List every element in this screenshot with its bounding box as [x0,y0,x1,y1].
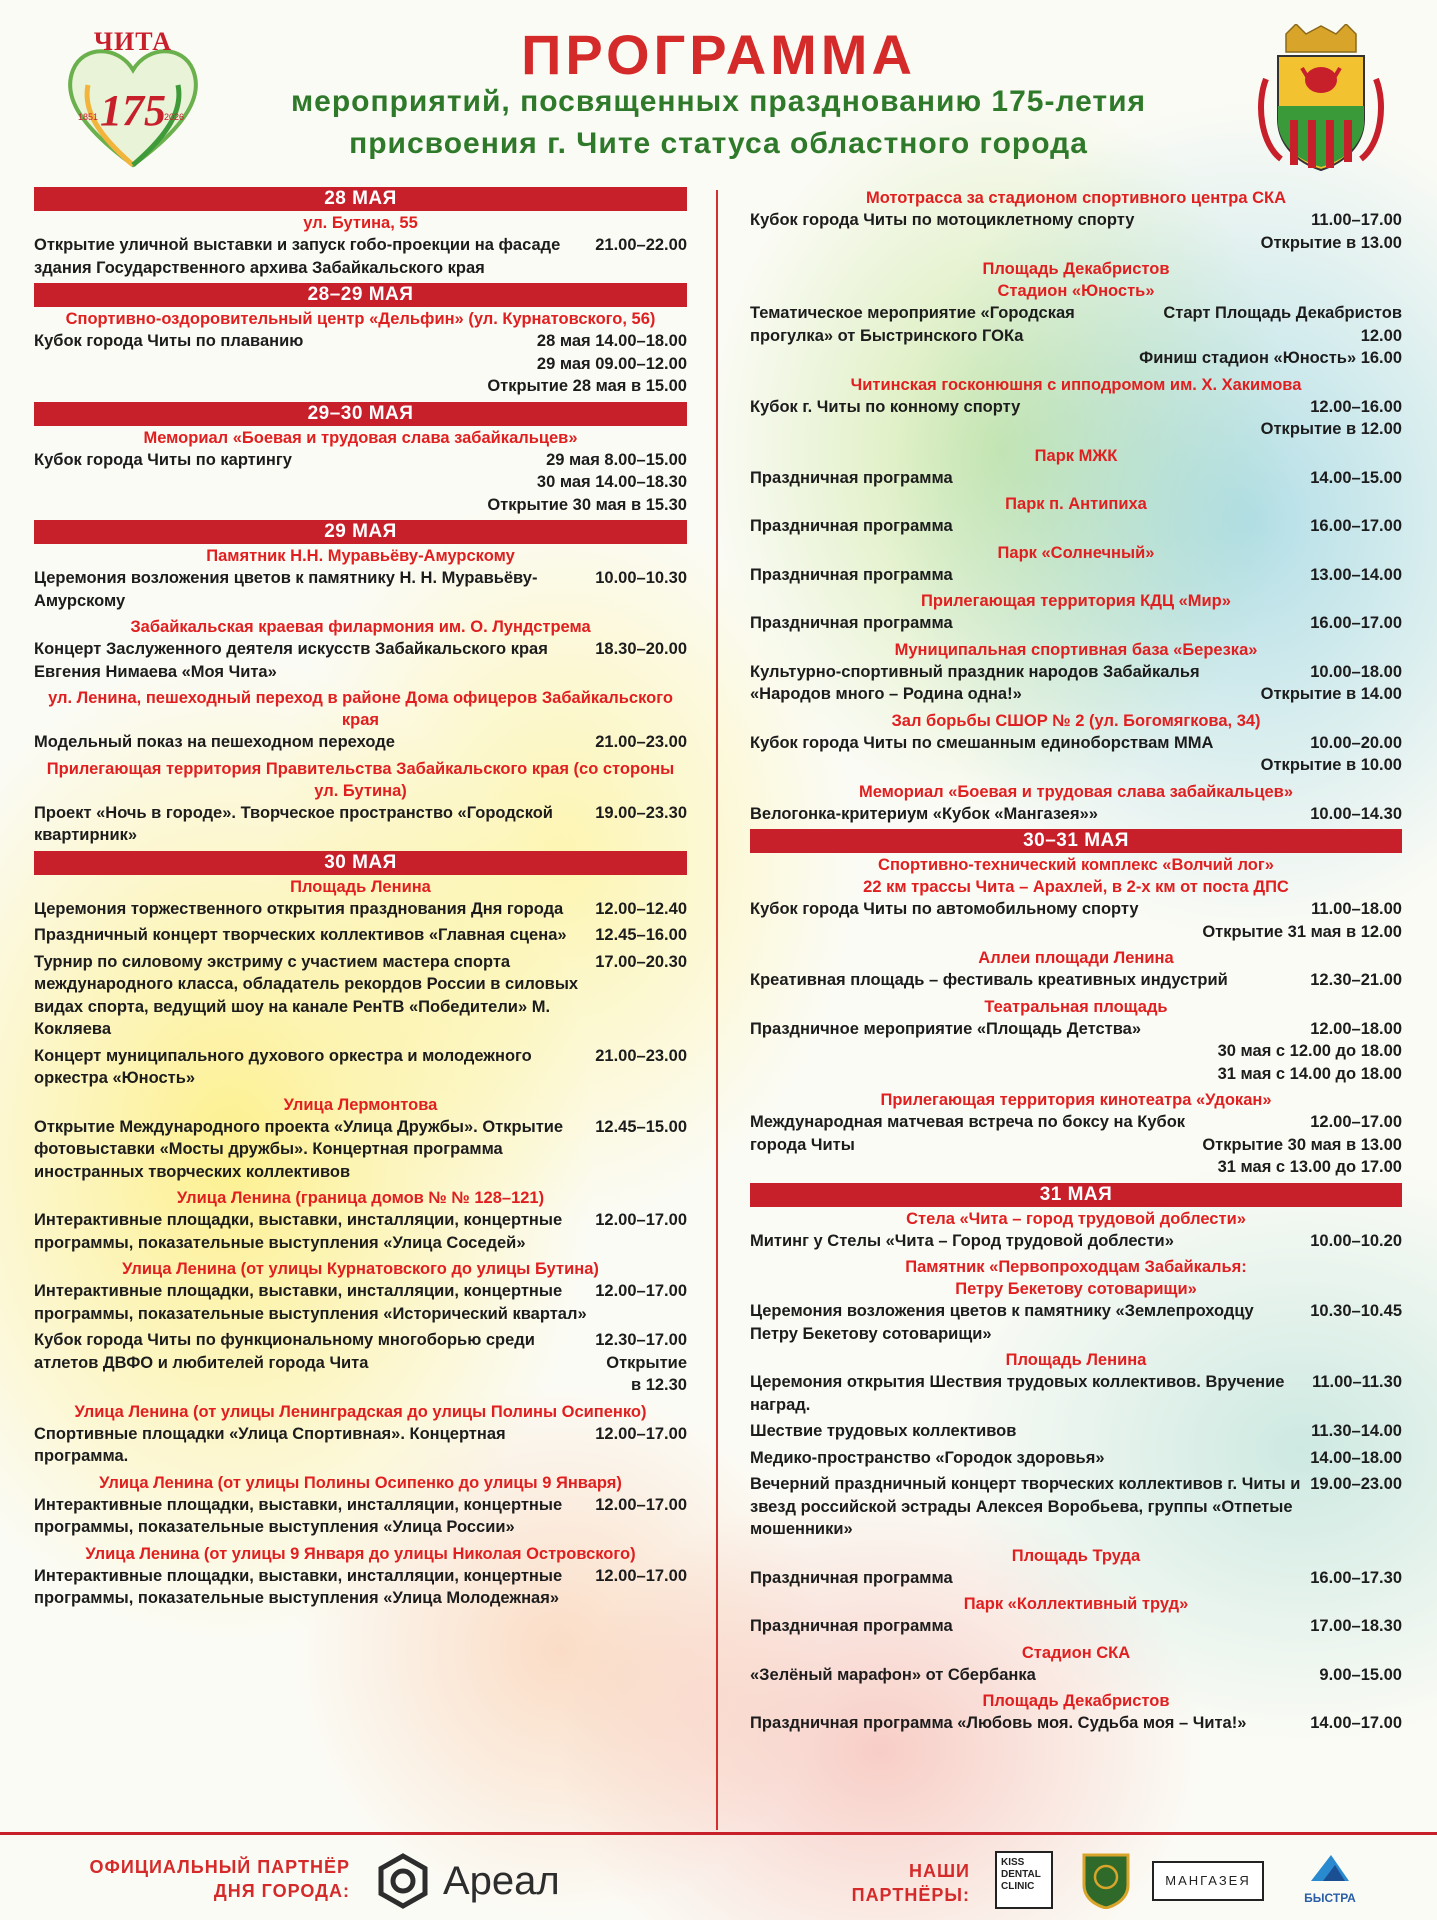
event-time: 13.00–14.00 [1310,565,1402,584]
schedule-left-column [34,187,687,1614]
venue-title: Муниципальная спортивная база «Березка» [894,640,1258,659]
event-time: 12.00–16.00 Открытие в 12.00 [1260,397,1402,438]
event-name: Кубок города Читы по картингу [34,450,292,469]
event-spacer [750,1735,1402,1739]
schedule-event [750,1567,1402,1590]
schedule-event [750,1371,1402,1416]
event-time: 12.00–17.00 [595,1566,687,1585]
schedule-event [750,898,1402,943]
schedule-event [34,1494,687,1539]
event-name: Открытие Международного проекта «Улица Дружбы». Открытие фотовыставки «Мосты дружбы». Концертная программа иностранных творческих коллективов [34,1117,564,1181]
event-time: 10.00–10.20 [1310,1231,1402,1250]
event-name: Митинг у Стелы «Чита – Город трудовой доблести» [750,1231,1174,1250]
schedule-event [750,1664,1402,1687]
event-name: Праздничное мероприятие «Площадь Детства» [750,1019,1142,1038]
schedule-event [34,234,687,279]
event-time: 10.00–10.30 [595,569,687,587]
venue-title: Прилегающая территория КДЦ «Мир» [921,592,1231,610]
event-name: Праздничная программа [750,1617,953,1635]
schedule-event [750,612,1402,635]
venue-title: Парк «Коллективный труд» [963,1595,1189,1613]
event-time: 21.00–23.00 [595,733,687,751]
event-time: 12.00–17.00 [595,1495,687,1514]
day-header: 31 МАЯ [750,1183,1402,1207]
schedule-event [34,1329,687,1397]
event-name: Турнир по силовому экстриму с участием мастера спорта международного класса, обладатель рекордов России в силовых видах спорта, ведущий шоу на канале РенТВ «Победители» М. Кокляева [34,952,579,1038]
venue-title: Стадион СКА [1021,1643,1131,1662]
schedule-event [34,1116,687,1184]
schedule-event [750,467,1402,490]
venue-title: Забайкальская краевая филармония им. О. Лундстрема [130,618,591,636]
venue-title: ул. Ленина, пешеходный переход в районе Дома офицеров Забайкальского края [48,689,673,729]
logo-city-text: ЧИТА [93,27,173,56]
event-name: Медико-пространство «Городок здоровья» [750,1448,1105,1467]
venue-title: Мемориал «Боевая и трудовая слава забайкальцев» [858,782,1294,801]
event-time: 10.00–18.00 Открытие в 14.00 [1260,662,1402,703]
event-time: 17.00–18.30 [1310,1617,1402,1635]
venue-title: Улица Ленина (от улицы Полины Осипенко до улицы 9 Января) [99,1473,622,1492]
event-time: 19.00–23.30 [595,803,687,822]
venue-title: Парк МЖК [1034,446,1118,465]
schedule-event [34,1045,687,1090]
event-time: 21.00–22.00 [595,236,687,254]
event-time: 10.00–20.00 Открытие в 10.00 [1260,733,1402,774]
venue-title: Площадь Ленина [290,877,431,896]
areal-hexagon-icon [375,1853,431,1909]
venue-title: Мототрасса за стадионом спортивного центра СКА [865,189,1286,207]
schedule-event [750,803,1402,826]
venue-title: Площадь Труда [1011,1546,1141,1565]
event-name: Церемония торжественного открытия празднования Дня города [34,899,564,918]
shield-badge-icon [1080,1851,1132,1909]
event-time: 12.30–21.00 [1310,971,1402,989]
event-name: Кубок г. Читы по конному спорту [750,397,1021,416]
partners-label: НАШИ ПАРТНЁРЫ: [851,1861,970,1905]
schedule-event [34,802,687,847]
partner-badge-logo [1080,1851,1132,1909]
event-name: Праздничная программа [750,565,953,584]
event-time: Старт Площадь Декабристов 12.00 Финиш стадион «Юность» 16.00 [1139,304,1402,367]
event-time: 12.00–17.00 [595,1282,687,1300]
venue-title: Памятник «Первопроходцам Забайкалья: Петру Бекетову сотоварищи» [905,1258,1247,1298]
column-divider [716,190,718,1830]
venue-title: Улица Ленина (от улицы 9 Января до улицы Николая Островского) [85,1544,636,1563]
page-title: ПРОГРАММА [521,23,916,86]
svg-text:2026: 2026 [164,112,185,122]
event-name: «Зелёный марафон» от Сбербанка [750,1665,1036,1684]
venue-title: Площадь Ленина [1005,1351,1147,1369]
schedule-event [34,1565,687,1610]
event-time: 28 мая 14.00–18.00 29 мая 09.00–12.00 Открытие 28 мая в 15.00 [487,332,687,395]
venue-title: Улица Лермонтова [283,1095,438,1114]
event-time: 10.30–10.45 [1310,1302,1402,1320]
event-name: Праздничная программа [750,517,953,535]
event-name: Велогонка-критериум «Кубок «Мангазея»» [750,804,1098,823]
event-name: Церемония возложения цветов к памятнику Н. Н. Муравьёву-Амурскому [34,569,538,610]
day-header: 30–31 МАЯ [750,829,1402,853]
schedule-event [34,898,687,921]
event-spacer [34,1610,687,1614]
schedule-event [34,924,687,947]
coat-of-arms-icon [1256,24,1386,174]
day-header: 30 МАЯ [34,851,687,875]
event-name: Интерактивные площадки, выставки, инсталляции, концертные программы, показательные выступления «Исторический квартал» [34,1282,587,1323]
schedule-event [750,1300,1402,1345]
event-time: 11.00–17.00 Открытие в 13.00 [1260,211,1402,252]
official-partner-name: Ареал [443,1858,560,1903]
event-name: Церемония возложения цветов к памятнику «Землепроходцу Петру Бекетову сотоварищи» [750,1302,1254,1343]
schedule-event [750,515,1402,538]
schedule-event [750,396,1402,441]
schedule-event [750,1712,1402,1735]
footer [0,1832,1437,1920]
schedule-event [750,1615,1402,1638]
venue-title: ул. Бутина, 55 [303,214,418,232]
day-header: 28 МАЯ [34,187,687,211]
event-name: Тематическое мероприятие «Городская прогулка» от Быстринского ГОКа [750,304,1075,345]
schedule-event [34,638,687,683]
event-name: Интерактивные площадки, выставки, инсталляции, концертные программы, показательные выступления «Улица Молодежная» [34,1566,563,1607]
partner-kiss-logo: KISS DENTAL CLINIC [995,1851,1053,1909]
venue-title: Парк «Солнечный» [997,543,1155,562]
event-time: 14.00–18.00 [1310,1448,1402,1467]
venue-title: Прилегающая территория кинотеатра «Удокан» [880,1091,1272,1109]
event-name: Концерт муниципального духового оркестра и молодежного оркестра «Юность» [34,1046,532,1087]
event-name: Кубок города Читы по смешанным единоборствам ММА [750,733,1214,752]
venue-title: Спортивно-технический комплекс «Волчий лог» 22 км трассы Чита – Арахлей, в 2-х км от поста ДПС [863,856,1289,896]
venue-title: Зал борьбы СШОР № 2 (ул. Богомягкова, 34) [891,711,1261,730]
event-time: 10.00–14.30 [1310,804,1402,823]
venue-title: Улица Ленина (от улицы Ленинградская до улицы Полины Осипенко) [74,1402,647,1421]
venue-title: Стела «Чита – город трудовой доблести» [906,1209,1246,1228]
event-name: Креативная площадь – фестиваль креативных индустрий [750,971,1228,989]
event-name: Вечерний праздничный концерт творческих коллективов г. Читы и звезд российской эстрады Алексея Воробьева, группы «Отпетые мошенники» [750,1475,1301,1538]
venue-title: Мемориал «Боевая и трудовая слава забайкальцев» [143,428,578,447]
event-time: 14.00–17.00 [1310,1714,1402,1732]
event-name: Модельный показ на пешеходном переходе [34,733,395,751]
event-name: Кубок города Читы по плаванию [34,332,304,350]
schedule-event [34,1209,687,1254]
venue-title: Памятник Н.Н. Муравьёву-Амурскому [206,547,515,565]
event-time: 12.00–12.40 [595,899,687,918]
event-time: 12.00–17.00 [595,1424,687,1443]
schedule-event [750,1447,1402,1470]
event-name: Праздничная программа [750,614,953,632]
schedule-event [34,1423,687,1468]
schedule-event [750,1473,1402,1541]
page-subtitle-line1: мероприятий, посвященных празднованию 175-летия [290,85,1147,118]
event-time: 12.00–17.00 Открытие 30 мая в 13.00 31 мая с 13.00 до 17.00 [1202,1113,1402,1176]
event-name: Кубок города Читы по автомобильному спорту [750,900,1139,918]
schedule-event [34,951,687,1041]
venue-title: Театральная площадь [984,997,1168,1016]
venue-title: Площадь Декабристов [982,1692,1170,1710]
event-time: 16.00–17.00 [1310,614,1402,632]
event-name: Праздничная программа [750,1568,953,1587]
schedule-event [750,1111,1402,1179]
venue-title: Парк п. Антипиха [1005,495,1147,513]
event-name: Праздничный концерт творческих коллективов «Главная сцена» [34,926,567,944]
event-time: 16.00–17.00 [1310,517,1402,535]
event-time: 19.00–23.00 [1310,1475,1402,1493]
schedule-event [750,1230,1402,1253]
event-name: Праздничная программа [750,468,953,487]
venue-title: Спортивно-оздоровительный центр «Дельфин» (ул. Курнатовского, 56) [65,310,656,328]
event-time: 29 мая 8.00–15.00 30 мая 14.00–18.30 Открытие 30 мая в 15.30 [487,450,687,514]
event-name: Открытие уличной выставки и запуск гобо-проекции на фасаде здания Государственного архива Забайкальского края [34,236,561,277]
svg-text:175: 175 [100,86,166,135]
schedule-event [750,732,1402,777]
official-partner-label: ОФИЦИАЛЬНЫЙ ПАРТНЁР ДНЯ ГОРОДА: [89,1857,350,1901]
event-time: 12.00–18.00 30 мая с 12.00 до 18.00 31 мая с 14.00 до 18.00 [1217,1019,1402,1083]
event-time: 16.00–17.30 [1310,1568,1402,1587]
day-header: 29–30 МАЯ [34,402,687,426]
event-time: 12.30–17.00 Открытие в 12.30 [595,1331,687,1394]
schedule-event [34,567,687,612]
event-time: 11.00–11.30 [1312,1373,1402,1391]
event-time: 12.45–15.00 [595,1117,687,1136]
schedule-event [750,302,1402,370]
event-time: 9.00–15.00 [1319,1665,1402,1684]
schedule-event [750,209,1402,254]
event-time: 17.00–20.30 [595,952,687,971]
event-time: 11.00–18.00 Открытие 31 мая в 12.00 [1202,900,1402,941]
event-name: Интерактивные площадки, выставки, инсталляции, концертные программы, показательные выступления «Улица Соседей» [34,1211,563,1252]
page-subtitle-line2: присвоения г. Чите статуса областного города [349,127,1088,160]
venue-title: Читинская госконюшня с ипподромом им. Х. Хакимова [850,375,1302,394]
bystra-mark-icon [1305,1851,1355,1887]
schedule-event [750,969,1402,992]
day-header: 29 МАЯ [34,520,687,544]
venue-title: Аллеи площади Ленина [978,949,1174,967]
schedule-event [34,449,687,517]
partner-bystra-name: БЫСТРА [1304,1891,1356,1905]
event-name: Кубок города Читы по мотоциклетному спорту [750,211,1135,229]
event-time: 12.00–17.00 [595,1211,687,1229]
event-time: 18.30–20.00 [595,640,687,658]
schedule-event [750,1018,1402,1086]
header [0,0,1437,185]
schedule-event [750,564,1402,587]
venue-title: Площадь Декабристов Стадион «Юность» [982,260,1170,300]
venue-title: Улица Ленина (граница домов № № 128–121) [176,1189,545,1207]
schedule-right-column [750,187,1402,1739]
coat-of-arms [1256,24,1386,174]
event-name: Праздничная программа «Любовь моя. Судьба моя – Чита!» [750,1714,1247,1732]
partner-mangazeya-logo: МАНГАЗЕЯ [1152,1861,1264,1901]
event-time: 12.45–16.00 [595,926,687,944]
schedule-event [34,330,687,398]
schedule-event [34,731,687,754]
venue-title: Прилегающая территория Правительства Забайкальского края (со стороны ул. Бутина) [46,759,675,800]
partner-bystra-logo [1295,1851,1365,1913]
event-name: Церемония открытия Шествия трудовых коллективов. Вручение наград. [750,1373,1285,1414]
venue-title: Улица Ленина (от улицы Курнатовского до улицы Бутина) [122,1260,599,1278]
schedule-event [750,661,1402,706]
event-name: Проект «Ночь в городе». Творческое пространство «Городской квартирник» [34,803,553,844]
day-header: 28–29 МАЯ [34,283,687,307]
schedule-event [34,1280,687,1325]
svg-text:1851: 1851 [78,112,99,122]
event-name: Культурно-спортивный праздник народов Забайкалья «Народов много – Родина одна!» [750,662,1200,703]
event-name: Интерактивные площадки, выставки, инсталляции, концертные программы, показательные выступления «Улица России» [34,1495,563,1536]
schedule-event [750,1420,1402,1443]
event-name: Шествие трудовых коллективов [750,1422,1017,1440]
event-name: Концерт Заслуженного деятеля искусств Забайкальского края Евгения Нимаева «Моя Чита» [34,640,548,681]
event-name: Спортивные площадки «Улица Спортивная». Концертная программа. [34,1424,506,1465]
event-time: 14.00–15.00 [1310,468,1402,487]
official-partner-logo [375,1853,560,1909]
event-name: Международная матчевая встреча по боксу на Кубок города Читы [750,1113,1186,1154]
event-time: 21.00–23.00 [595,1046,687,1065]
event-name: Кубок города Читы по функциональному многоборью среди атлетов ДВФО и любителей города Чита [34,1331,535,1372]
event-time: 11.30–14.00 [1311,1422,1402,1440]
